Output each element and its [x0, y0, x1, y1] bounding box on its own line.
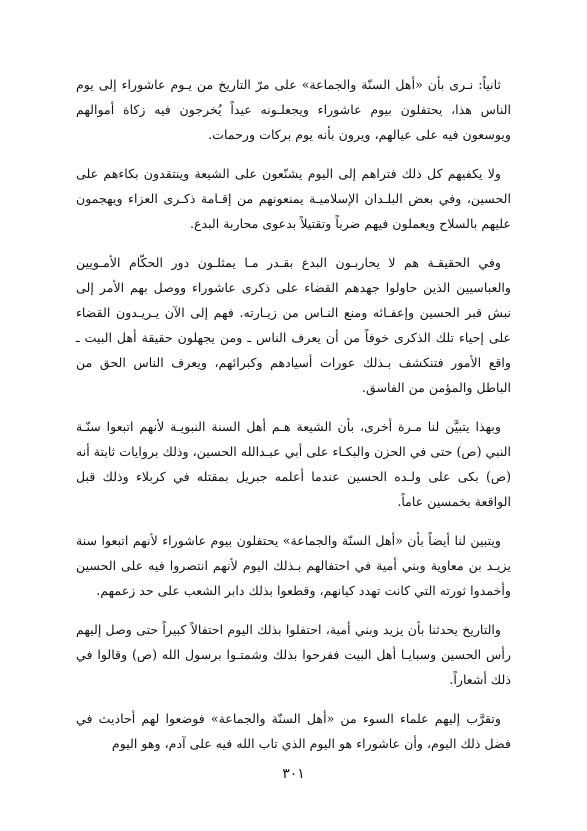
paragraph: وتقرَّب إليهم علماء السوء من «أهل السنّة والجماعة» فوضعوا لهم أحاديث في فضل ذلك اليوم، وأن عاشوراء هو اليوم الذي تاب الله فيه على آدم، وهو اليوم [76, 711, 511, 751]
page-number: ٣٠١ [282, 766, 305, 782]
paragraph: والتاريخ يحدثنا بأن يزيد وبني أمية، احتفلوا بذلك اليوم احتفالاً كبيراً حتى وصل إليهم رأس الحسين وسبايـا أهل البيت ففرحوا بذلك وشمتـوا برسول الله (ص) وقالوا في ذلك أشعاراً. [76, 622, 511, 687]
paragraph: وبهذا يتبيَّن لنا مـرة أخرى، بأن الشيعة هـم أهل السنة النبويـة لأنهم اتبعوا سنّـة النبي (ص) حتى في الحزن والبكـاء على أبي عبـدالله الحسين، وذلك بروايات ثابتة أنه (ص) بكى على ولـده الحسين عندما أعلمه جبريل بمقتله في كربلاء وذلك قبل الواقعة بخمسين عاماً. [76, 419, 511, 509]
paragraph: وفي الحقيقـة هم لا يحاربـون البدع بقـدر مـا يمثلـون دور الحكّام الأمـويين والعباسيين الذين حاولوا جهدهم القضاء على ذكرى عاشوراء ووصل بهم الأمر إلى نبش قبر الحسين وإعفـائه ومنع النـاس من زيـارته. فهم إلى الآن يـريـدون القضاء على إحياء تلك الذكرى خوفاً من أن يعرف الناس ـ ومن يجهلون حقيقة أهل البيت ـ واقع الأمور فتنكشف بـذلك عورات أسيادهم وكبرائهم، ويعرف الناس الحق من الباطل والمؤمن من الفاسق. [76, 255, 511, 395]
paragraph: ولا يكفيهم كل ذلك فتراهم إلى اليوم يشنّعون على الشيعة وينتقدون بكاءهم على الحسين، وفي بعض البلـدان الإسلاميـة يمنعونهم من إقـامة ذكـرى العزاء ويهجمون عليهم بالسلاح ويعملون فيهم ضرباً وتقتيلاً بدعوى محاربة البدع. [76, 166, 511, 231]
page-body-text [76, 72, 511, 756]
paragraph: ويتبين لنا أيضاً بأن «أهل السنّة والجماعة» يحتفلون بيوم عاشوراء لأنهم اتبعوا سنة يزيـد بن معاوية وبني أمية في احتفالهم بـذلك اليوم لأنهم انتصروا فيه على الحسين وأخمدوا ثورته التي كانت تهدد كيانهم، وقطعوا بذلك دابر الشعب على حد زعمهم. [76, 533, 511, 598]
paragraph: ثانياً: نـرى بأن «أهل السنّة والجماعة» على مرّ التاريخ من يـوم عاشوراء إلى يوم الناس هذا، يحتفلون بيوم عاشوراء ويجعلـونه عيداً يُخرجون فيه زكاة أموالهم ويوسعون فيه على عيالهم، ويرون بأنه يوم بركات ورحمات. [76, 77, 511, 142]
